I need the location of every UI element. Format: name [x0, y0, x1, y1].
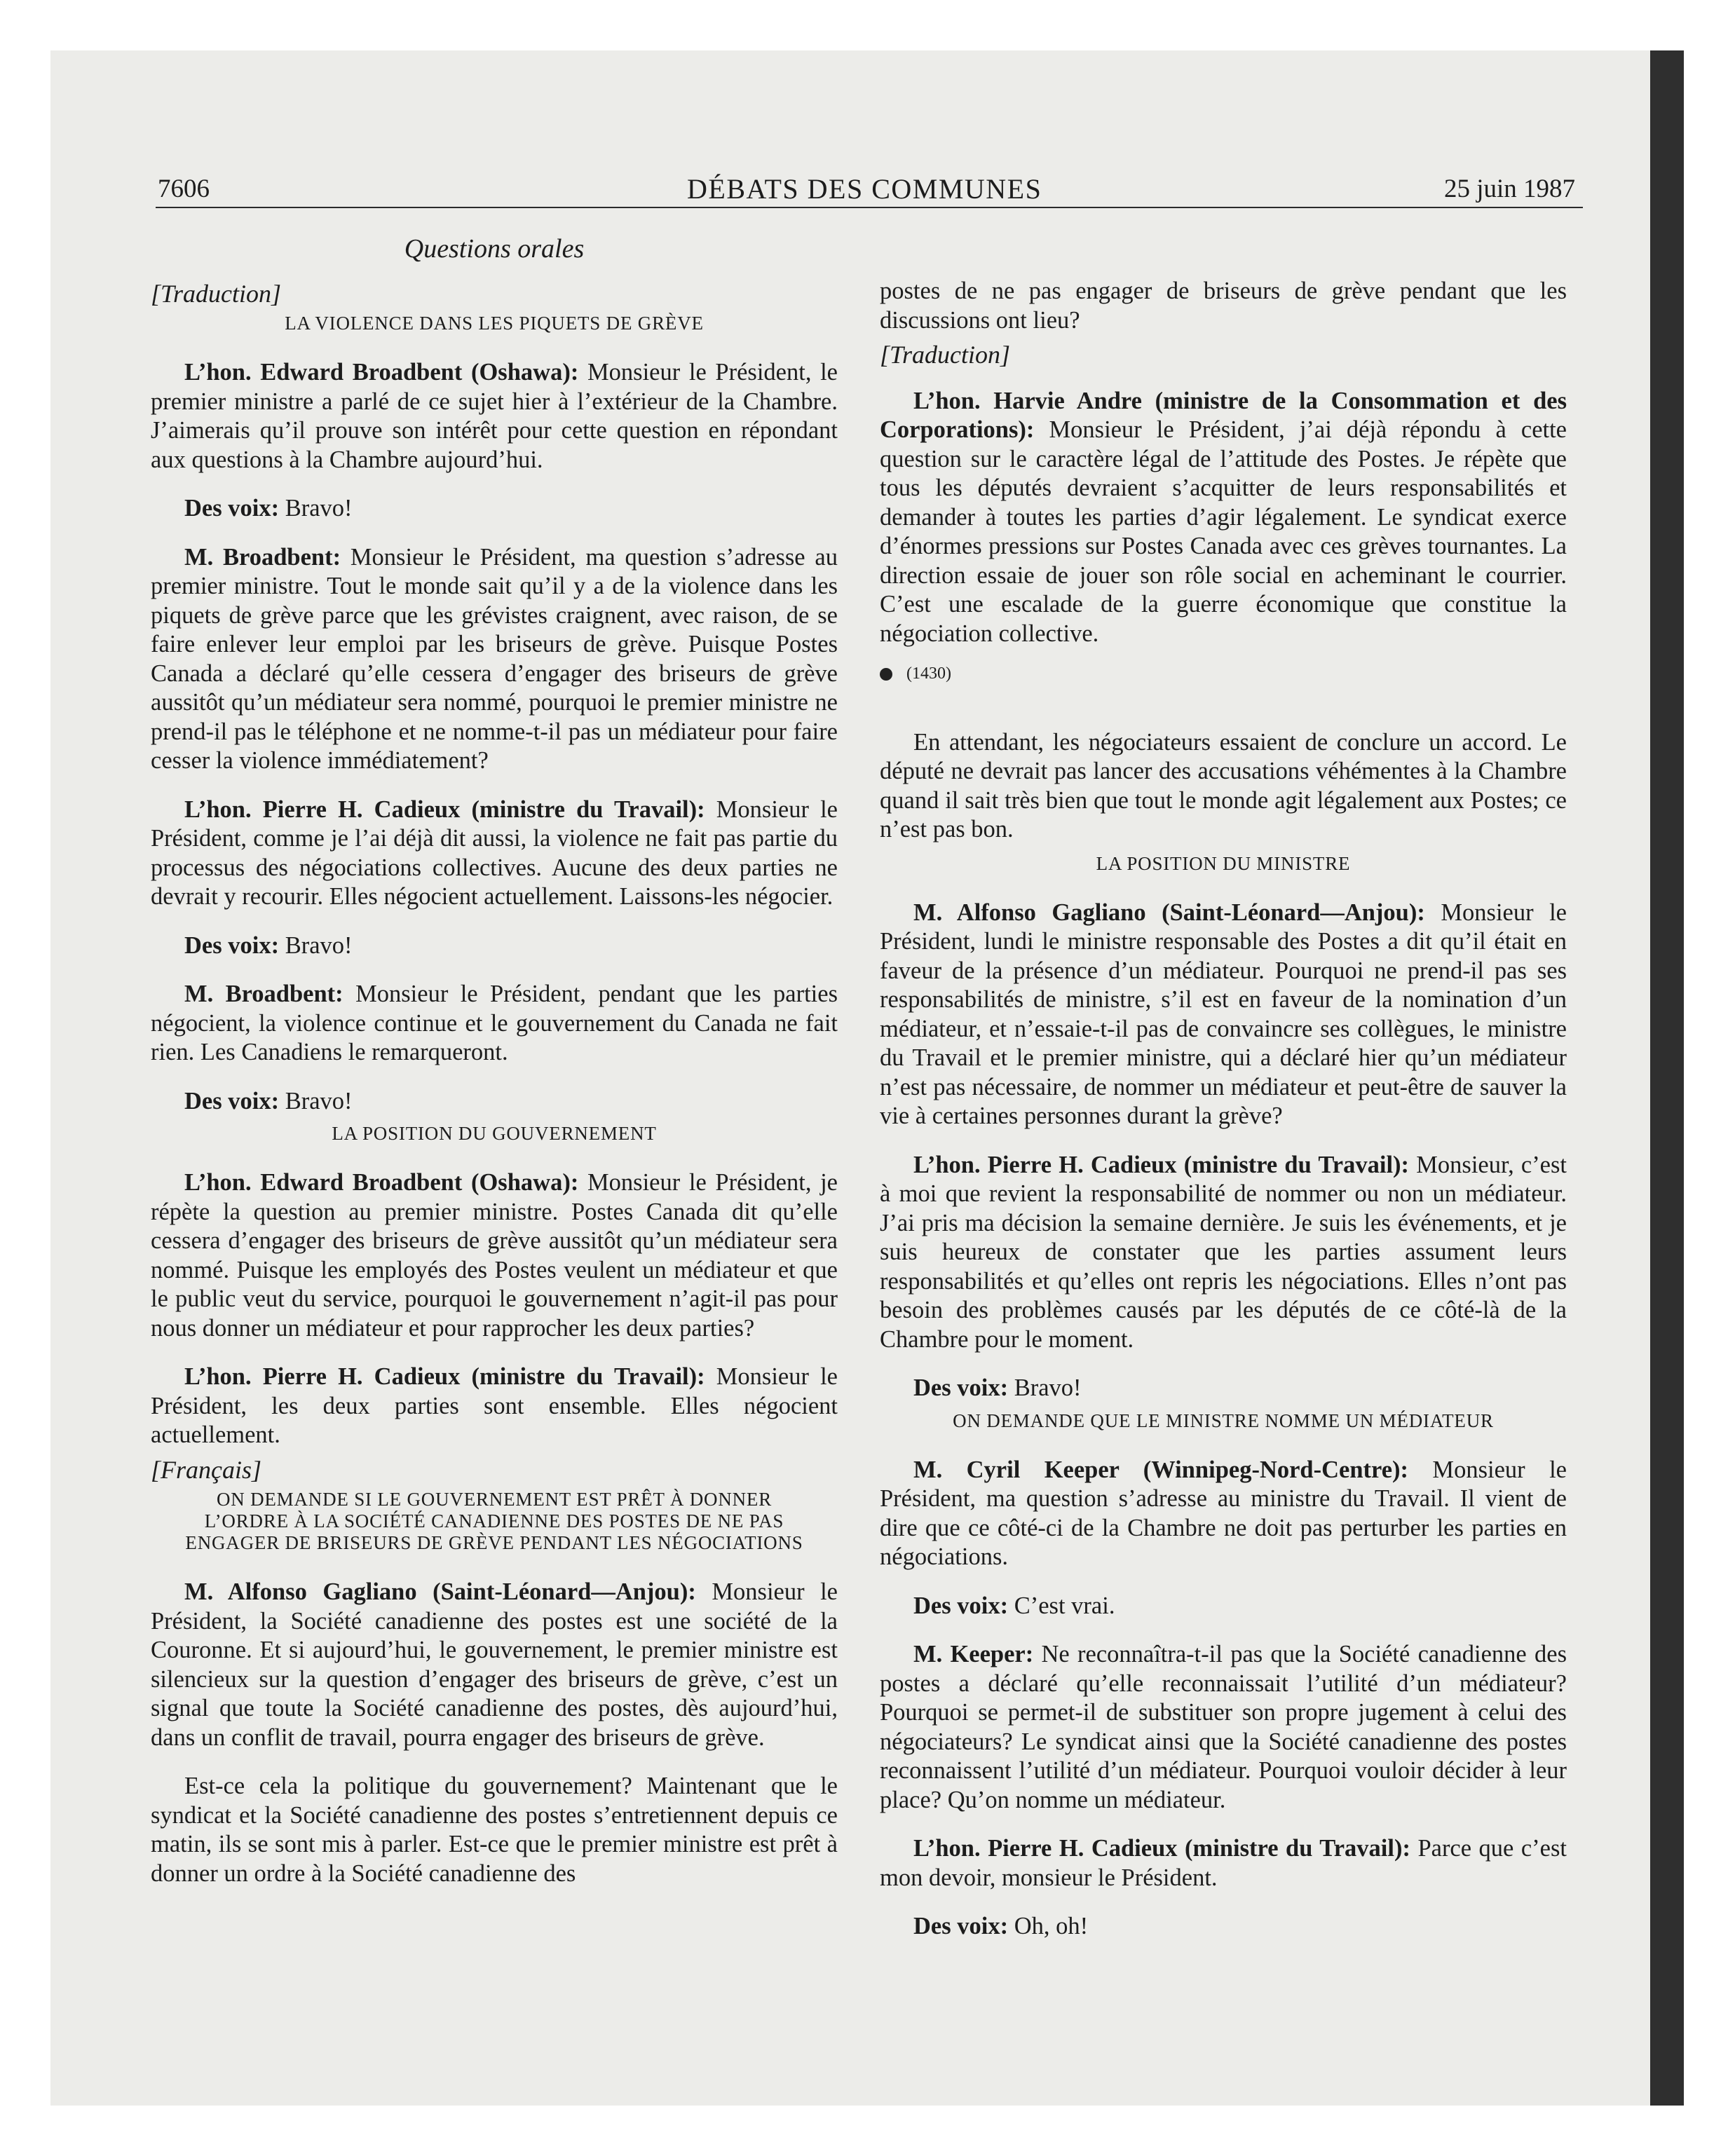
speech-text: Monsieur le Président, j’ai déjà répondu à cette question sur le caractère légal de l’attitude des Postes. Je répète que tous les députés devraient s’acquitter de leurs responsabilités et demander à toutes les parties d’agir légalement. Le syndicat exerce d’énormes pressions sur Postes Canada avec ces grèves tournantes. La direction essaie de jouer son rôle social en acheminant le courrier. C’est une escalade de la guerre économique que constitue la négociation collective. [880, 416, 1567, 647]
speech-paragraph [880, 1912, 1567, 1942]
timestamp-text: (1430) [906, 664, 951, 683]
header-rule [156, 207, 1583, 208]
speech-text: postes de ne pas engager de briseurs de grève pendant que les discussions ont lieu? [880, 278, 1567, 334]
speech-text: Monsieur le Président, comme je l’ai déjà dit aussi, la violence ne fait pas partie du processus des négociations collectives. Aucune des deux parties ne devrait y recourir. Elles négocient actuellement. Laissons-les négocier. [151, 796, 838, 910]
page-date: 25 juin 1987 [1444, 175, 1576, 203]
speech-text: Parce que c’est mon devoir, monsieur le Président. [880, 1835, 1567, 1891]
speech-text: Monsieur le Président, la Société canadienne des postes est une société de la Couronne. Et si aujourd’hui, le gouvernement, le premier ministre est silencieux sur la question d’engager des briseurs de grève, c’est un signal que toute la Société canadienne des postes, dès aujourd’hui, dans un conflit de travail, pourra engager des briseurs de grève. [151, 1578, 838, 1751]
speaker-name: Des voix: [184, 932, 280, 959]
speech-paragraph [880, 899, 1567, 1131]
speaker-name: Des voix: [184, 495, 280, 521]
heading-line: ENGAGER DE BRISEURS DE GRÈVE PENDANT LES NÉGOCIATIONS [185, 1532, 803, 1553]
language-label: [Français] [151, 1455, 262, 1484]
language-label: [Traduction] [151, 279, 282, 308]
right-column [880, 277, 1567, 1961]
heading-line: L’ORDRE À LA SOCIÉTÉ CANADIENNE DES POSTES DE NE PAS [204, 1510, 784, 1531]
section-heading: ON DEMANDE QUE LE MINISTRE NOMME UN MÉDIATEUR [953, 1410, 1494, 1431]
speech-text: Monsieur le Président, pendant que les parties négocient, la violence continue et le gouvernement du Canada ne fait rien. Les Canadiens le remarqueront. [151, 981, 838, 1065]
speaker-name: L’hon. Pierre H. Cadieux (ministre du Travail): [913, 1835, 1410, 1862]
speech-text: Bravo! [279, 495, 353, 521]
section-heading [151, 1489, 838, 1554]
speaker-name: M. Alfonso Gagliano (Saint-Léonard—Anjou): [913, 899, 1425, 926]
speech-paragraph [151, 1578, 838, 1752]
speech-paragraph [151, 1087, 838, 1117]
speech-paragraph [151, 1168, 838, 1343]
speech-paragraph [880, 1834, 1567, 1892]
speech-text: Monsieur le Président, le premier ministre a parlé de ce sujet hier à l’extérieur de la Chambre. J’aimerais qu’il prouve son intérêt pour cette question en répondant aux questions à la Chambre aujourd’hui. [151, 359, 838, 473]
journal-title: DÉBATS DES COMMUNES [687, 173, 1042, 205]
section-heading: LA POSITION DU GOUVERNEMENT [332, 1123, 657, 1144]
speech-paragraph [151, 358, 838, 475]
page-number: 7606 [158, 175, 210, 203]
speaker-name: L’hon. Edward Broadbent (Oshawa): [184, 1169, 579, 1196]
speaker-name: L’hon. Harvie Andre (ministre de la Consommation et des Corporations): [880, 387, 1567, 443]
speech-text: Bravo! [1008, 1374, 1082, 1401]
section-heading: LA VIOLENCE DANS LES PIQUETS DE GRÈVE [285, 313, 704, 334]
heading-line: ON DEMANDE SI LE GOUVERNEMENT EST PRÊT À DONNER [216, 1489, 773, 1510]
speech-text: Bravo! [279, 932, 353, 959]
speech-text: Ne reconnaîtra-t-il pas que la Société canadienne des postes a déclaré qu’elle reconnaissait l’utilité d’un médiateur? Pourquoi se permet-il de substituer son propre jugement à celui des négociateurs? Le syndicat ainsi que la Société canadienne des postes reconnaissent l’utilité d’un médiateur. Pourquoi vouloir décider à leur place? Qu’on nomme un médiateur. [880, 1641, 1567, 1813]
speech-paragraph [151, 1772, 838, 1888]
speech-paragraph [151, 980, 838, 1067]
speech-text: Monsieur le Président, ma question s’adresse au ministre du Travail. Il vient de dire que ce côté-ci de la Chambre ne doit pas perturber les parties en négociations. [880, 1456, 1567, 1570]
speech-paragraph [880, 1456, 1567, 1572]
speech-paragraph [880, 277, 1567, 335]
speech-text: Oh, oh! [1008, 1913, 1089, 1939]
timestamp [880, 660, 1567, 689]
speaker-name: L’hon. Pierre H. Cadieux (ministre du Travail): [184, 796, 705, 823]
speech-paragraph [151, 543, 838, 776]
speech-text: Monsieur le Président, je répète la question au premier ministre. Postes Canada dit qu’elle cessera d’engager des briseurs de grève aussitôt qu’un médiateur sera nommé. Puisque les employés des Postes veulent un médiateur et que le public veut du service, pourquoi le gouvernement n’agit-il pas pour nous donner un médiateur et pour rapprocher les deux parties? [151, 1169, 838, 1342]
speaker-name: Des voix: [184, 1087, 280, 1114]
speaker-name: M. Keeper: [913, 1641, 1034, 1667]
section-heading: LA POSITION DU MINISTRE [1096, 852, 1351, 874]
language-label: [Traduction] [880, 341, 1011, 369]
left-column [151, 235, 838, 1908]
speech-paragraph [880, 728, 1567, 845]
speech-text: Monsieur le Président, les deux parties sont ensemble. Elles négocient actuellement. [151, 1363, 838, 1448]
speech-paragraph [880, 1640, 1567, 1815]
bullet-icon [880, 668, 892, 681]
speech-paragraph [151, 932, 838, 961]
speech-paragraph [880, 1374, 1567, 1403]
speaker-name: Des voix: [913, 1592, 1009, 1619]
speech-text: Monsieur le Président, ma question s’adresse au premier ministre. Tout le monde sait qu’il y a de la violence dans les piquets de grève parce que les grévistes craignent, avec raison, de se faire enlever leur emploi par les briseurs de grève. Puisque Postes Canada a déclaré qu’elle cessera d’engager des briseurs de grève aussitôt qu’un médiateur sera nommé, pourquoi le premier ministre ne prend-il pas le téléphone et ne nomme-t-il pas un médiateur pour faire cesser la violence immédiatement? [151, 543, 838, 774]
speaker-name: L’hon. Edward Broadbent (Oshawa): [184, 359, 579, 386]
speech-paragraph [151, 1363, 838, 1450]
speaker-name: L’hon. Pierre H. Cadieux (ministre du Travail): [184, 1363, 705, 1390]
speech-paragraph [151, 796, 838, 912]
speaker-name: Des voix: [913, 1374, 1009, 1401]
speech-text: En attendant, les négociateurs essaient de conclure un accord. Le député ne devrait pas lancer des accusations véhémentes à la Chambre quand il sait très bien que tout le monde agit légalement aux Postes; ce n’est pas bon. [880, 728, 1567, 842]
speaker-name: M. Alfonso Gagliano (Saint-Léonard—Anjou): [184, 1578, 696, 1605]
speaker-name: M. Broadbent: [184, 981, 343, 1007]
speech-text: Est-ce cela la politique du gouvernement? Maintenant que le syndicat et la Société canadienne des postes s’entretiennent depuis ce matin, ils se sont mis à parler. Est-ce que le premier ministre est prêt à donner un ordre à la Société canadienne des [151, 1773, 838, 1887]
speech-paragraph [880, 1151, 1567, 1355]
speech-paragraph [880, 1592, 1567, 1621]
speech-text: Bravo! [279, 1087, 353, 1114]
speech-paragraph [151, 494, 838, 524]
section-title: Questions orales [404, 234, 585, 264]
speech-text: Monsieur le Président, lundi le ministre responsable des Postes a dit qu’il était en faveur de la présence d’un médiateur. Pourquoi ne prend-il pas ses responsabilités de ministre, s’il est en faveur de la nomination d’un médiateur, et n’essaie-t-il pas de convaincre ses collègues, le ministre du Travail et le premier ministre, qui a déclaré hier qu’un médiateur n’est pas nécessaire, de nommer un médiateur et peut-être de sauver la vie à certaines personnes durant la grève? [880, 899, 1567, 1129]
speaker-name: M. Cyril Keeper (Winnipeg-Nord-Centre): [913, 1456, 1408, 1483]
speech-text: Monsieur, c’est à moi que revient la responsabilité de nommer ou non un médiateur. J’ai pris ma décision la semaine dernière. Je suis les événements, et je suis heureux de constater que les parties assument leurs responsabilités et qu’elles ont repris les négociations. Elles n’ont pas besoin des problèmes causés par les députés de ce côté-là de la Chambre pour le moment. [880, 1151, 1567, 1353]
speaker-name: Des voix: [913, 1913, 1009, 1939]
speaker-name: L’hon. Pierre H. Cadieux (ministre du Travail): [913, 1151, 1410, 1178]
speaker-name: M. Broadbent: [184, 543, 341, 571]
speech-paragraph [880, 387, 1567, 649]
scan-edge-shadow [1650, 50, 1684, 2106]
speech-text: C’est vrai. [1008, 1592, 1115, 1619]
